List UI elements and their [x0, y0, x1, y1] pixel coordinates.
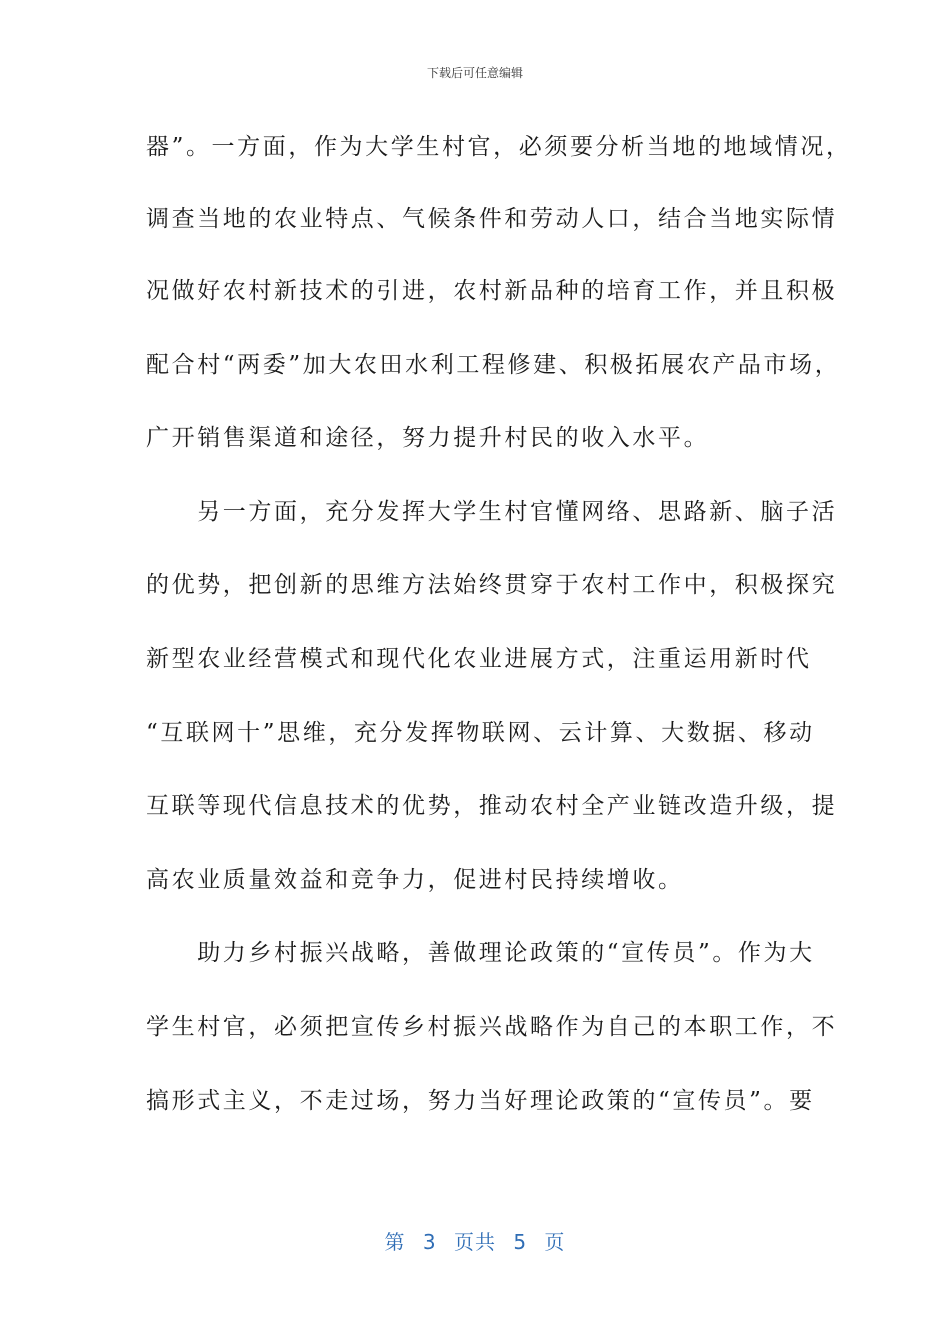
text-line: 器”。一方面，作为大学生村官，必须要分析当地的地域情况，: [146, 134, 852, 160]
page-number-footer: 第 3 页共 5 页: [384, 1230, 566, 1254]
text-line: 高农业质量效益和竞争力，促进村民持续增收。: [146, 867, 684, 893]
text-line: 的优势，把创新的思维方法始终贯穿于农村工作中，积极探究: [146, 572, 838, 598]
text-line: 况做好农村新技术的引进，农村新品种的培育工作，并且积极: [146, 278, 838, 304]
text-line: “互联网十”思维，充分发挥物联网、云计算、大数据、移动: [146, 720, 815, 746]
text-line: 调查当地的农业特点、气候条件和劳动人口，结合当地实际情: [146, 206, 838, 232]
page-header: 下载后可任意编辑: [426, 66, 523, 80]
text-line: 搞形式主义，不走过场，努力当好理论政策的“宣传员”。要: [146, 1088, 815, 1114]
text-line: 互联等现代信息技术的优势，推动农村全产业链改造升级，提: [146, 793, 838, 819]
text-line: 广开销售渠道和途径，努力提升村民的收入水平。: [146, 425, 710, 451]
text-line: 学生村官，必须把宣传乡村振兴战略作为自己的本职工作，不: [146, 1014, 838, 1040]
text-line: 配合村“两委”加大农田水利工程修建、积极拓展农产品市场，: [146, 352, 841, 378]
text-line: 助力乡村振兴战略，善做理论政策的“宣传员”。作为大: [146, 940, 815, 966]
text-line: 新型农业经营模式和现代化农业进展方式，注重运用新时代: [146, 646, 812, 672]
text-line: 另一方面，充分发挥大学生村官懂网络、思路新、脑子活: [146, 499, 838, 525]
